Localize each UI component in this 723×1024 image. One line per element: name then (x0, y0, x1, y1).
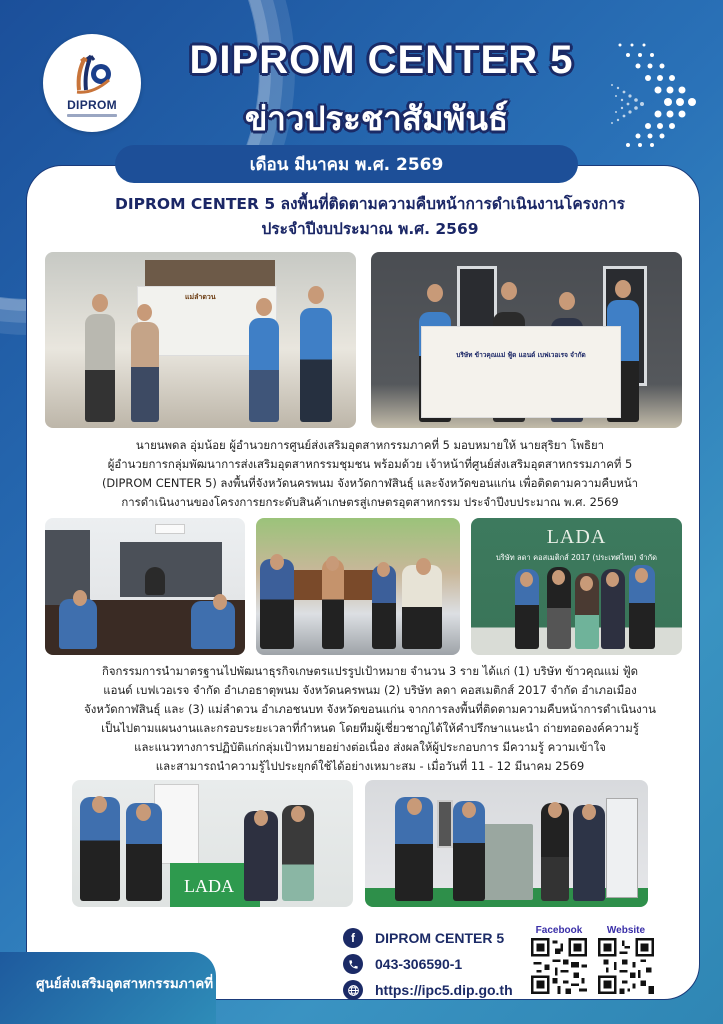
qr-website[interactable] (597, 925, 655, 994)
qr-website-label: Website (606, 925, 646, 936)
phone-icon (343, 954, 363, 974)
qr-code-icon[interactable] (531, 938, 587, 994)
facebook-icon: f (343, 928, 363, 948)
qr-facebook[interactable] (530, 925, 588, 994)
chevron-dots-icon (610, 40, 710, 150)
caption-2-line: และสามารถนำความรู้ไปประยุกต์ใช้ได้อย่างเหมาะสม - เมื่อวันที่ 11 - 12 มีนาคม 2569 (155, 759, 585, 773)
contact-info (343, 925, 513, 1003)
banner-title: แม่ลำดวน (185, 293, 216, 301)
title-en: DIPROM CENTER 5 (189, 38, 574, 82)
contact-facebook[interactable] (343, 925, 513, 951)
qr-code-icon[interactable] (598, 938, 654, 994)
month-badge (115, 145, 578, 183)
banner-title: บริษัท ข้าวคุณแม่ ฟู้ด แอนด์ เบฟเวอเรจ จำกัด (456, 351, 586, 359)
lada-sign-text: บริษัท ลดา คอสเมติกส์ 2017 (ประเทศไทย) จำกัด (495, 553, 658, 562)
caption-1-line: ผู้อำนวยการกลุ่มพัฒนาการส่งเสริมอุตสาหกรรมชุมชน พร้อมด้วย เจ้าหน้าที่ศูนย์ส่งเสริมอุตสาหกรรมภาคที่ 5 (107, 457, 633, 471)
photo-khao-khun-mae-banner (371, 252, 682, 428)
website-url[interactable]: https://ipc5.dip.go.th (375, 982, 513, 998)
caption-2-line: แอนด์ เบฟเวอเรจ จำกัด อำเภอธาตุพนม จังหวัดนครพนม (2) บริษัท ลดา คอสเมติกส์ 2017 จำกัด อำเภอเมือง (103, 683, 637, 697)
footer-org-name: ศูนย์ส่งเสริมอุตสาหกรรมภาคที่ 5 (36, 976, 228, 992)
caption-2-line: กิจกรรมการนำมาตรฐานไปพัฒนาธุรกิจเกษตรแปรรูปเป้าหมาย จำนวน 3 ราย ได้แก่ (1) บริษัท ข้าวคุณแม่ ฟู้ด (101, 664, 639, 678)
photo-lada-group (471, 518, 682, 655)
article-headline (40, 192, 700, 242)
lada-brand: LADA (546, 526, 607, 548)
caption-2 (40, 662, 700, 776)
headline-line-2: ประจำปีงบประมาณ พ.ศ. 2569 (261, 220, 479, 238)
photo-mae-lamduan-banner (45, 252, 356, 428)
caption-2-line: เป็นไปตามแผนงานและกรอบระยะเวลาที่กำหนด โดยทีมผู้เชี่ยวชาญได้ให้คำปรึกษาแนะนำ ถ่ายทอดองค์ความรู้ (101, 721, 639, 735)
phone-number[interactable]: 043-306590-1 (375, 956, 463, 972)
globe-icon (343, 980, 363, 1000)
month-label: เดือน มีนาคม พ.ศ. 2569 (249, 154, 444, 175)
lada-booth-brand: LADA (184, 876, 234, 896)
photo-outdoor-meeting (256, 518, 460, 655)
caption-1-line: นายนพดล อุ่มน้อย ผู้อำนวยการศูนย์ส่งเสริมอุตสาหกรรมภาคที่ 5 มอบหมายให้ นายสุริยา โพธิยา (135, 438, 605, 452)
caption-2-line: และแนวทางการปฏิบัติแก่กลุ่มเป้าหมายอย่างต่อเนื่อง ส่งผลให้ผู้ประกอบการ มีความรู้ ความเข้าใจ (134, 740, 606, 754)
caption-1-line: การดำเนินงานของโครงการยกระดับสินค้าเกษตรสู่เกษตรอุตสาหกรรม ประจำปีงบประมาณ พ.ศ. 2569 (121, 495, 619, 509)
contact-website[interactable] (343, 977, 513, 1003)
qr-facebook-label: Facebook (535, 925, 583, 936)
caption-1-line: (DIPROM CENTER 5) ลงพื้นที่จังหวัดนครพนม จังหวัดกาฬสินธุ์ และจังหวัดขอนแก่น เพื่อติดตามความคืบหน้า (101, 476, 639, 490)
footer-org-banner (0, 952, 228, 1024)
logo-text: DIPROM (67, 97, 117, 112)
contact-phone[interactable] (343, 951, 513, 977)
caption-1 (40, 436, 700, 512)
photo-factory-machine (365, 780, 648, 907)
facebook-name[interactable]: DIPROM CENTER 5 (375, 930, 505, 946)
photo-meeting-room (45, 518, 245, 655)
headline-line-1: DIPROM CENTER 5 ลงพื้นที่ติดตามความคืบหน้าการดำเนินงานโครงการ (114, 195, 625, 213)
title-th: ข่าวประชาสัมพันธ์ (244, 99, 509, 138)
caption-2-line: จังหวัดกาฬสินธุ์ และ (3) แม่ลำดวน อำเภอชนบท จังหวัดขอนแก่น จากการลงพื้นที่ติดตามความคืบหน้าการดำเนินงาน (84, 702, 656, 716)
photo-lada-booth (72, 780, 353, 907)
